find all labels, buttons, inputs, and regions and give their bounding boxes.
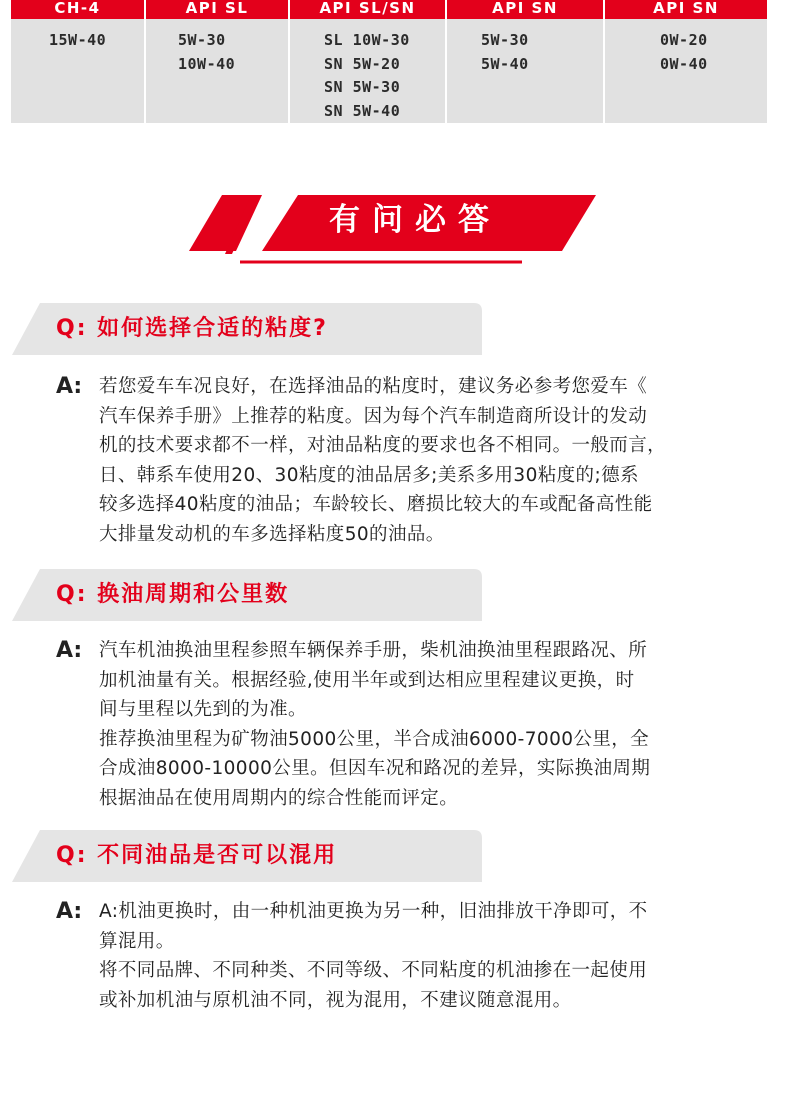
spec-column-header: API SN — [447, 0, 603, 19]
spec-column-body — [11, 19, 144, 123]
spec-column-header: API SN — [605, 0, 767, 19]
spec-value: 10W-40 — [178, 54, 236, 73]
spec-column — [288, 0, 445, 123]
spec-value: SN 5W-30 — [324, 78, 401, 96]
answer-line: 加机油量有关。根据经验,使用半年或到达相应里程建议更换，时 — [99, 669, 635, 691]
answer-line: 若您爱车车况良好，在选择油品的粘度时，建议务必参考您爱车《 — [99, 376, 648, 397]
spec-value: 5W-30 — [481, 31, 529, 49]
answer-line: 间与里程以先到的为准。 — [99, 699, 307, 720]
question-text: Q: 如何选择合适的粘度? — [56, 316, 328, 341]
answer-label: A: — [56, 899, 83, 924]
spec-value: SN 5W-20 — [324, 54, 401, 73]
spec-column — [445, 0, 603, 123]
spec-column-header: API SL — [146, 0, 288, 19]
spec-column — [144, 0, 288, 123]
answer-label: A: — [56, 374, 83, 399]
section-banner — [0, 190, 800, 270]
answer-line: 日、韩系车使用20、30粘度的油品居多;美系多用30粘度的;德系 — [99, 464, 639, 486]
spec-value: 5W-30 — [178, 31, 226, 49]
answer-line: 较多选择40粘度的油品；车龄较长、磨损比较大的车或配备高性能 — [99, 494, 653, 515]
spec-value: 15W-40 — [49, 31, 107, 49]
answer-line: 机的技术要求都不一样，对油品粘度的要求也各不相同。一般而言， — [99, 435, 667, 456]
answer-text — [99, 636, 749, 813]
answer-line: 大排量发动机的车多选择粘度50的油品。 — [99, 523, 445, 545]
answer-label: A: — [56, 638, 83, 663]
answer-line: A:机油更换时，由一种机油更换为另一种，旧油排放干净即可，不 — [99, 901, 648, 922]
answer-line: 汽车机油换油里程参照车辆保养手册，柴机油换油里程跟路况、所 — [99, 640, 648, 661]
answer-line: 汽车保养手册》上推荐的粘度。因为每个汽车制造商所设计的发动 — [99, 405, 648, 427]
answer-line: 将不同品牌、不同种类、不同等级、不同粘度的机油掺在一起使用 — [99, 960, 648, 981]
answer-line: 或补加机油与原机油不同，视为混用，不建议随意混用。 — [99, 989, 572, 1011]
spec-column-body — [146, 19, 288, 123]
section-title: 有问必答 — [329, 202, 501, 238]
spec-value: SN 5W-40 — [324, 101, 401, 120]
spec-value: 0W-20 — [660, 31, 708, 49]
answer-line: 合成油8000-10000公里。但因车况和路况的差异，实际换油周期 — [99, 758, 651, 779]
spec-column-header: CH-4 — [11, 0, 144, 19]
spec-value: 5W-40 — [481, 54, 529, 73]
answer-line: 推荐换油里程为矿物油5000公里，半合成油6000-7000公里，全 — [99, 728, 650, 750]
question-bar — [12, 830, 482, 882]
question-bar — [12, 303, 482, 355]
spec-column-body — [605, 19, 767, 123]
oil-spec-table — [11, 0, 767, 123]
answer-line: 算混用。 — [99, 930, 175, 952]
answer-text — [99, 897, 749, 1015]
answer-text — [99, 372, 749, 549]
spec-column — [11, 0, 144, 123]
question-bar — [12, 569, 482, 621]
spec-value: SL 10W-30 — [324, 31, 410, 49]
question-text: Q: 换油周期和公里数 — [56, 582, 290, 607]
answer-line: 根据油品在使用周期内的综合性能而评定。 — [99, 787, 459, 809]
spec-column-body — [290, 19, 445, 123]
spec-column-header: API SL/SN — [290, 0, 445, 19]
spec-column-body — [447, 19, 603, 123]
question-text: Q: 不同油品是否可以混用 — [56, 843, 338, 868]
spec-value: 0W-40 — [660, 54, 708, 73]
spec-column — [603, 0, 767, 123]
